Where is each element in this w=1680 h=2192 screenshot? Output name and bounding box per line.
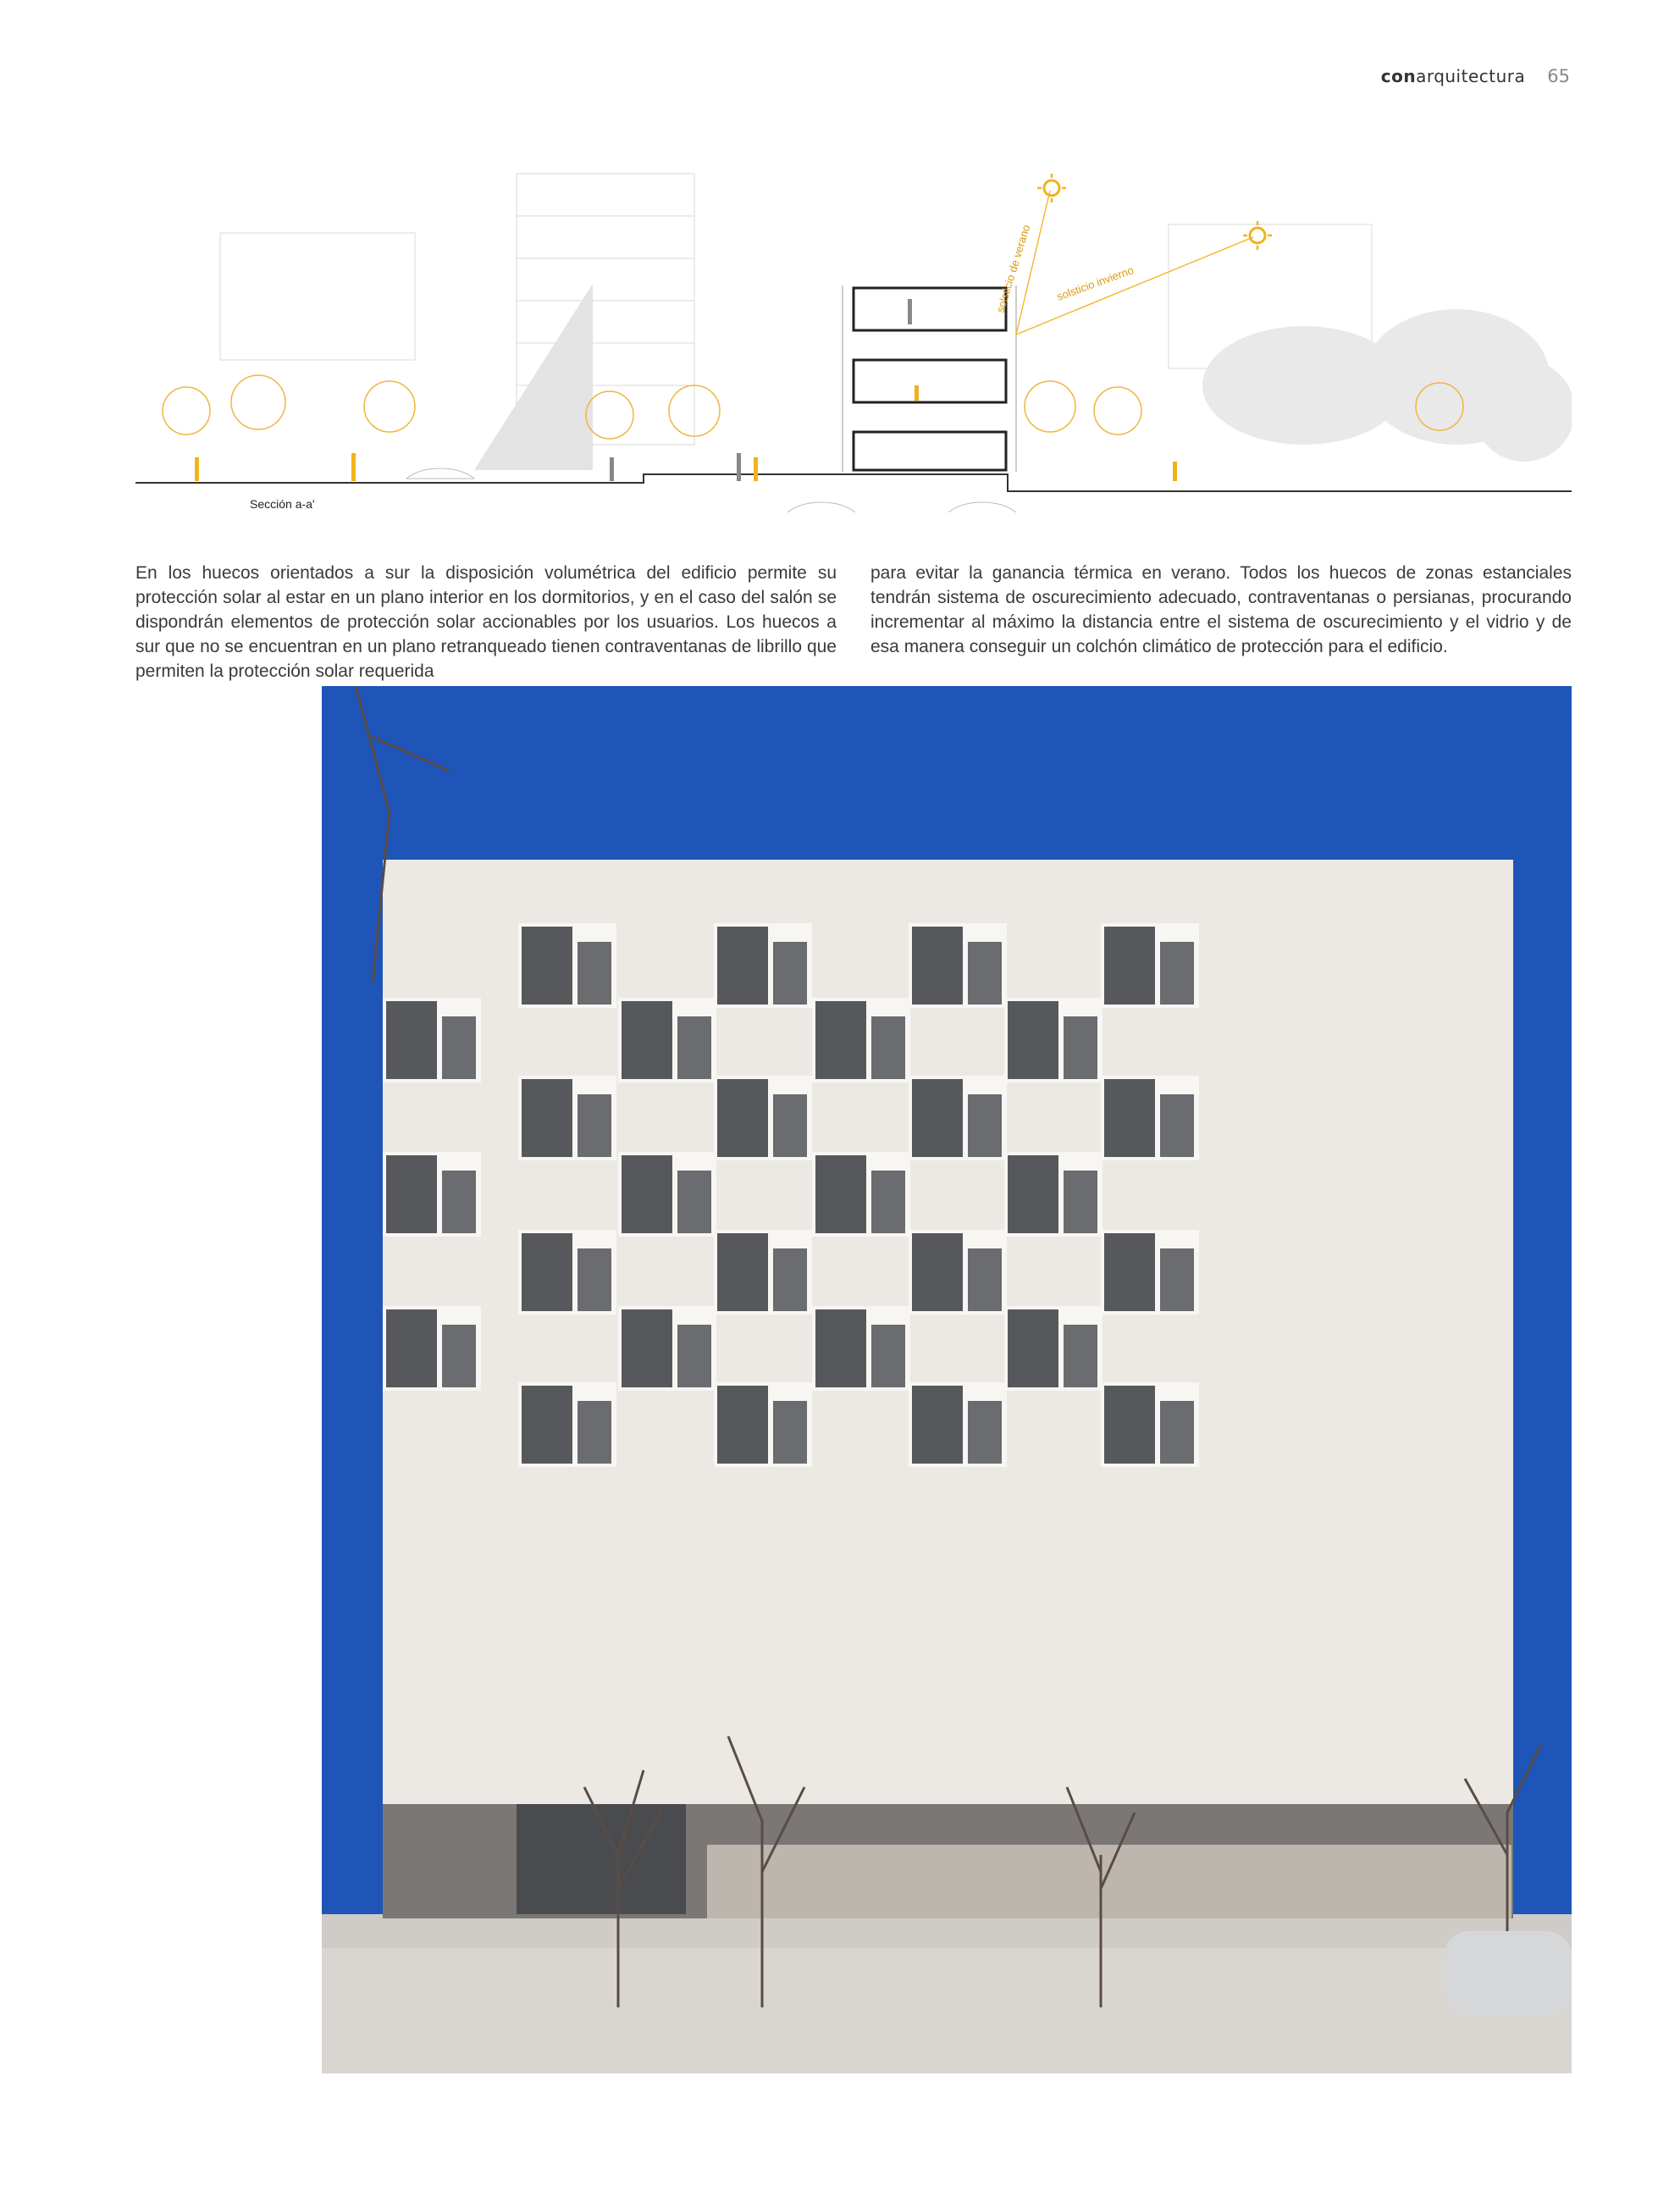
section-label: Sección a-a' xyxy=(250,497,315,511)
window-shutter xyxy=(717,1386,768,1464)
window-shutter xyxy=(912,1079,963,1157)
window-glass xyxy=(1160,1094,1194,1157)
window-glass xyxy=(773,1401,807,1464)
window-glass xyxy=(773,1248,807,1311)
window-glass xyxy=(773,1094,807,1157)
winter-solstice-label: solsticio invierno xyxy=(1054,263,1136,303)
window-shutter xyxy=(1104,1386,1155,1464)
window-glass xyxy=(871,1171,905,1233)
window-shutter xyxy=(717,1233,768,1311)
window-shutter xyxy=(622,1001,672,1079)
window-glass xyxy=(968,1094,1002,1157)
window-glass xyxy=(677,1325,711,1387)
window-glass xyxy=(1064,1171,1097,1233)
window-glass xyxy=(1160,1401,1194,1464)
window-shutter xyxy=(622,1155,672,1233)
window-shutter xyxy=(386,1001,437,1079)
section-drawing xyxy=(135,157,1572,512)
window-shutter xyxy=(717,927,768,1005)
window-shutter xyxy=(717,1079,768,1157)
fence xyxy=(707,1845,1511,1918)
window-glass xyxy=(677,1016,711,1079)
window-glass xyxy=(871,1325,905,1387)
body-text-column-2: para evitar la ganancia térmica en verano. Todos los huecos de zonas estanciales tendrán sistema de oscurecimiento adecuado, contraventanas o persianas, procurando incrementar al máximo la distancia entre el sistema de oscurecimiento y el vidrio y de esa manera conseguir un colchón climático de protección para el edificio. xyxy=(870,563,1572,656)
window-glass xyxy=(968,1401,1002,1464)
window-shutter xyxy=(1104,1079,1155,1157)
window-glass xyxy=(1160,1248,1194,1311)
summer-solstice-label: solsticio de verano xyxy=(993,223,1033,314)
page-number: 65 xyxy=(1547,66,1570,86)
window-glass xyxy=(442,1016,476,1079)
window-shutter xyxy=(522,1079,572,1157)
window-glass xyxy=(677,1171,711,1233)
window-glass xyxy=(968,1248,1002,1311)
window-glass xyxy=(1160,942,1194,1005)
window-shutter xyxy=(1104,1233,1155,1311)
body-text xyxy=(135,561,1572,684)
window-shutter xyxy=(622,1309,672,1387)
window-shutter xyxy=(912,927,963,1005)
window-shutter xyxy=(1008,1155,1058,1233)
magazine-brand: conarquitectura xyxy=(1380,66,1526,86)
window-shutter xyxy=(386,1155,437,1233)
parked-car xyxy=(1444,1931,1572,2016)
window-glass xyxy=(1064,1325,1097,1387)
window-glass xyxy=(871,1016,905,1079)
window-shutter xyxy=(1008,1001,1058,1079)
window-shutter xyxy=(912,1386,963,1464)
window-shutter xyxy=(912,1233,963,1311)
window-shutter xyxy=(1008,1309,1058,1387)
window-glass xyxy=(968,942,1002,1005)
section-drawing-svg xyxy=(135,157,1572,512)
window-shutter xyxy=(522,1386,572,1464)
window-shutter xyxy=(815,1309,866,1387)
window-glass xyxy=(578,1401,611,1464)
window-shutter xyxy=(1104,927,1155,1005)
page-header xyxy=(1381,66,1570,86)
window-glass xyxy=(1064,1016,1097,1079)
window-shutter xyxy=(522,927,572,1005)
window-shutter xyxy=(386,1309,437,1387)
window-glass xyxy=(442,1325,476,1387)
facade-photo-svg xyxy=(322,686,1572,2073)
window-glass xyxy=(578,942,611,1005)
window-glass xyxy=(773,942,807,1005)
window-glass xyxy=(578,1248,611,1311)
window-glass xyxy=(442,1171,476,1233)
facade-photo xyxy=(322,686,1572,2073)
body-text-column-1: En los huecos orientados a sur la disposición volumétrica del edificio permite su protección solar al estar en un plano interior en los dormitorios, y en el caso del salón se dispondrán elementos de protección solar accionables por los usuarios. Los huecos a sur que no se encuentran en un plano retranqueado tienen contraventanas de librillo que permiten la protección solar requerida xyxy=(135,563,837,681)
window-glass xyxy=(578,1094,611,1157)
window-shutter xyxy=(522,1233,572,1311)
window-shutter xyxy=(815,1155,866,1233)
window-shutter xyxy=(815,1001,866,1079)
